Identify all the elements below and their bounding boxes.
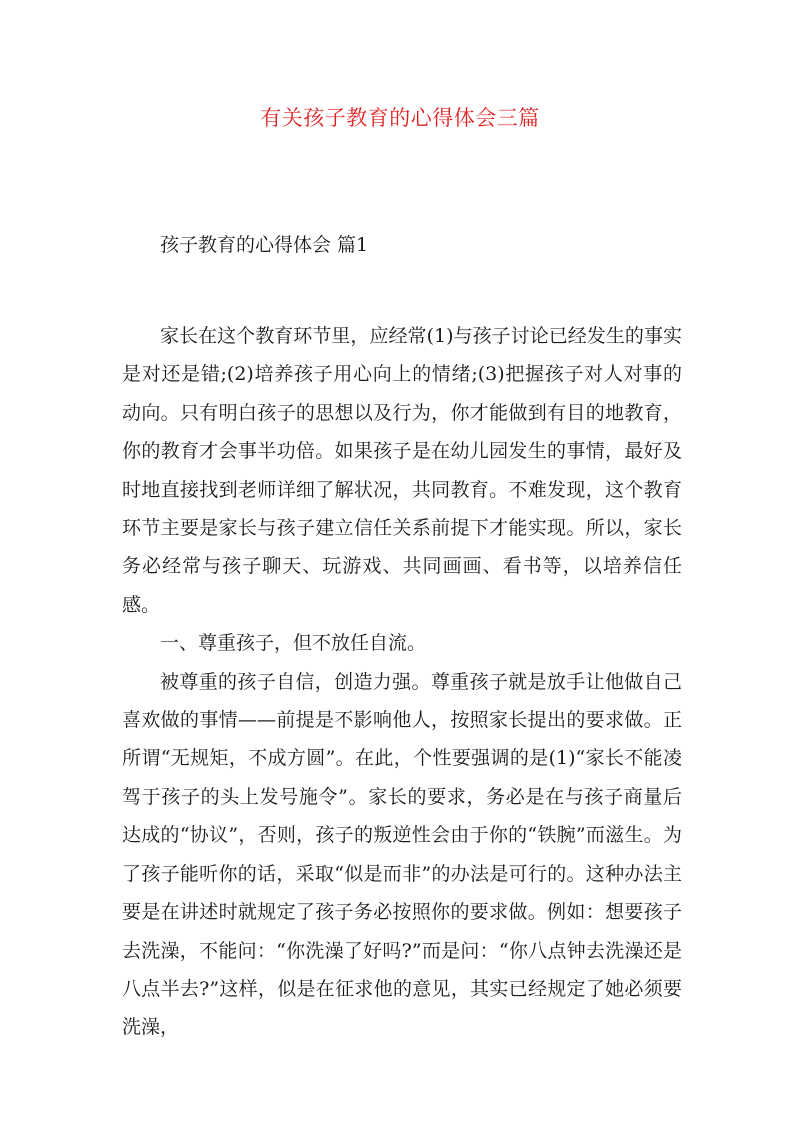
document-title: 有关孩子教育的心得体会三篇: [260, 106, 540, 130]
document-body: [122, 317, 682, 1047]
section-heading: 孩子教育的心得体会 篇1: [160, 234, 369, 256]
paragraph-respect: 被尊重的孩子自信，创造力强。尊重孩子就是放手让他做自己喜欢做的事情——前提是不影响他人，按照家长提出的要求做。正所谓“无规矩，不成方圆”。在此，个性要强调的是(1)“家长不能凌驾于孩子的头上发号施令”。家长的要求，务必是在与孩子商量后达成的“协议”，否则，孩子的叛逆性会由于你的“铁腕”而滋生。为了孩子能听你的话，采取“似是而非”的办法是可行的。这种办法主要是在讲述时就规定了孩子务必按照你的要求做。例如：想要孩子去洗澡，不能问：“你洗澡了好吗?”而是问：“你八点钟去洗澡还是八点半去?”这样，似是在征求他的意见，其实已经规定了她必须要洗澡，: [122, 670, 682, 1039]
paragraph-intro: 家长在这个教育环节里，应经常(1)与孩子讨论已经发生的事实是对还是错;(2)培养孩子用心向上的情绪;(3)把握孩子对人对事的动向。只有明白孩子的思想以及行为，你才能做到有目的地教育，你的教育才会事半功倍。如果孩子是在幼儿园发生的事情，最好及时地直接找到老师详细了解状况，共同教育。不难发现，这个教育环节主要是家长与孩子建立信任关系前提下才能实现。所以，家长务必经常与孩子聊天、玩游戏、共同画画、看书等，以培养信任感。: [122, 325, 682, 616]
paragraph-subheading: 一、尊重孩子，但不放任自流。: [160, 632, 427, 655]
